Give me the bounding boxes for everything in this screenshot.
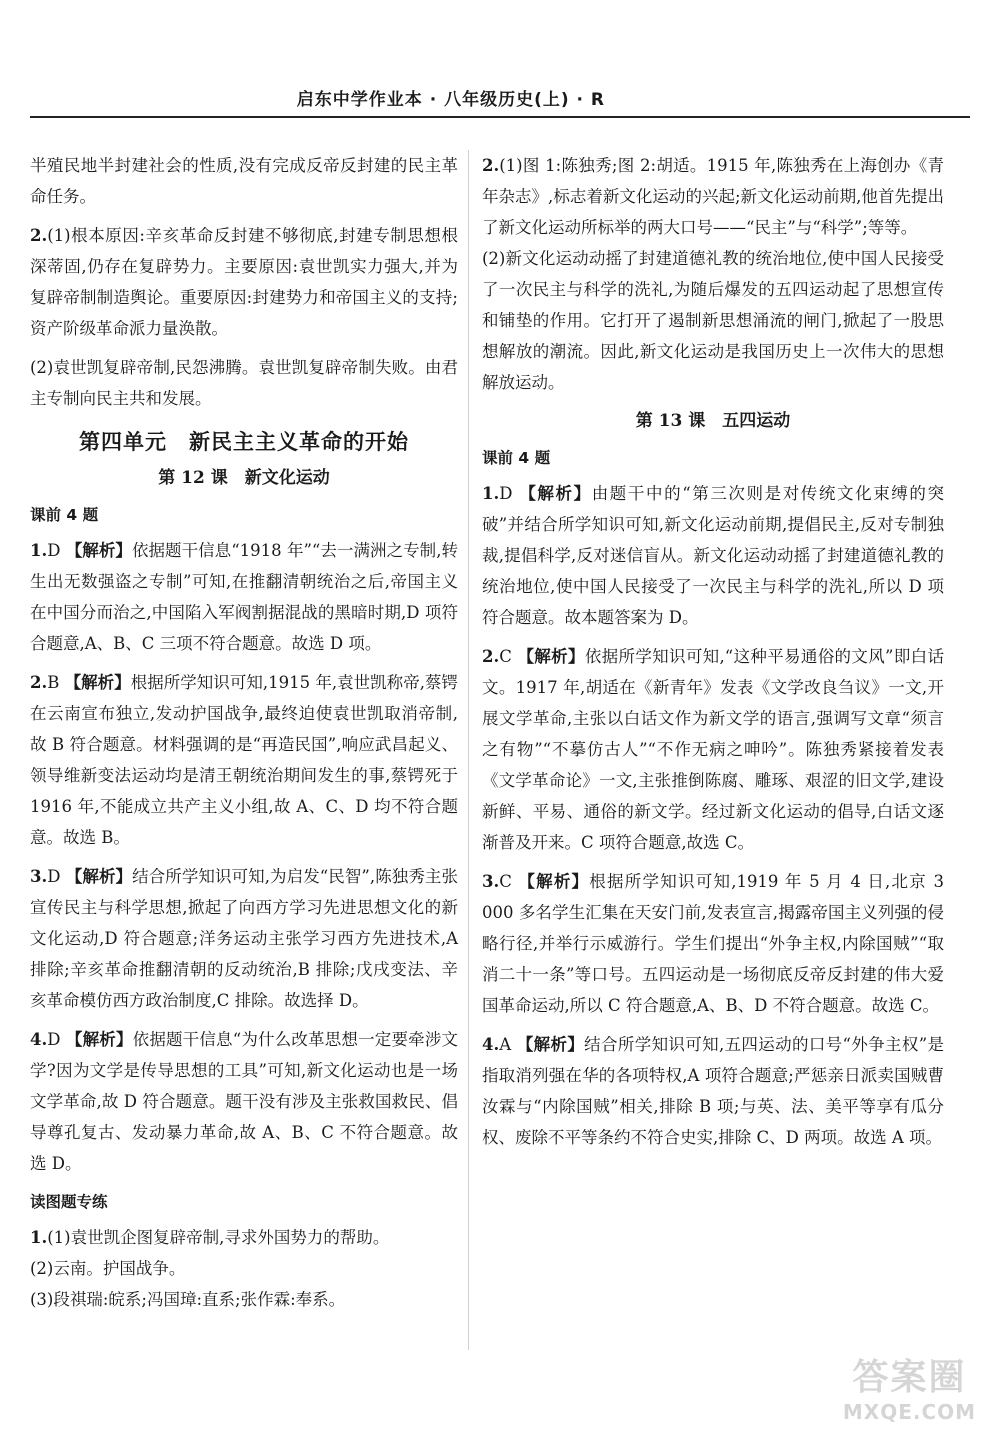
- watermark-logo-text: 答案圈: [852, 1357, 967, 1398]
- analysis-text: 结合所学知识可知,五四运动的口号“外争主权”是指取消列强在华的各项特权,A 项符合题意;严惩亲日派卖国贼曹汝霖与“内除国贼”相关,排除 B 项;与英、法、美平等享有瓜分权、废除不平等条约不符合史实,排除 C、D 两项。故选 A 项。: [482, 1035, 945, 1147]
- answer-choice: D: [47, 541, 61, 560]
- analysis-tag: 【解析】: [516, 1035, 585, 1054]
- column-divider: [468, 150, 469, 1350]
- item-number: 3.: [482, 872, 500, 891]
- item-number: 4.: [482, 1035, 500, 1054]
- section-heading: 读图题专练: [30, 1193, 108, 1211]
- answer-choice: A: [499, 1035, 512, 1054]
- answer-subitem: (2)袁世凯复辟帝制,民怨沸腾。袁世凯复辟帝制失败。由君主专制向民主共和发展。: [30, 358, 458, 408]
- analysis-text: 根据所学知识可知,1919 年 5 月 4 日,北京 3 000 多名学生汇集在天安门前,发表宣言,揭露帝国主义列强的侵略行径,并举行示威游行。学生们提出“外争主权,内除国贼”“取消二十一条”等口号。五四运动是一场彻底反帝反封建的伟大爱国革命运动,所以 C 符合题意,A、B、D 不符合题意。故选 C。: [482, 872, 944, 1015]
- item-number: 2.: [30, 226, 48, 245]
- answer-subitem: (2)新文化运动动摇了封建道德礼教的统治地位,使中国人民接受了一次民主与科学的洗礼,为随后爆发的五四运动起了思想宣传和铺垫的作用。它打开了遏制新思想涌流的闸门,掀起了一股思想解放的潮流。因此,新文化运动是我国历史上一次伟大的思想解放运动。: [482, 249, 944, 392]
- analysis-tag: 【解析】: [65, 867, 133, 886]
- lesson-title: 第 13 课 五四运动: [635, 411, 791, 431]
- item-number: 2.: [30, 673, 48, 692]
- item-number: 1.: [30, 1228, 48, 1247]
- analysis-text: 依据所学知识可知,“这种平易通俗的文风”即白话文。1917 年,胡适在《新青年》发表《文学改良刍议》一文,开展文学革命,主张以白话文作为新文学的语言,强调写文章“须言之有物”“不摹仿古人”“不作无病之呻吟”。陈独秀紧接着发表《文学革命论》一文,主张推倒陈腐、雕琢、艰涩的旧文学,建设新鲜、平易、通俗的新文学。经过新文化运动的倡导,白话文逐渐普及开来。C 项符合题意,故选 C。: [482, 647, 945, 852]
- answer-choice: D: [47, 867, 61, 886]
- unit-title: 第四单元 新民主主义革命的开始: [79, 429, 409, 454]
- item-number: 3.: [30, 867, 48, 886]
- answer-item: [30, 220, 458, 344]
- lesson-title: 第 12 课 新文化运动: [158, 468, 330, 488]
- analysis-tag: 【解析】: [65, 541, 132, 560]
- answer-item: [30, 1024, 458, 1179]
- analysis-tag: 【解析】: [519, 484, 592, 503]
- page-header-title: 启东中学作业本 · 八年级历史(上) · R: [296, 90, 605, 110]
- answer-choice: D: [499, 484, 513, 503]
- analysis-text: 由题干中的“第三次则是对传统文化束缚的突破”并结合所学知识可知,新文化运动前期,提倡民主,反对专制独裁,提倡科学,反对迷信盲从。新文化运动动摇了封建道德礼教的统治地位,使中国人民接受了一次民主与科学的洗礼,所以 D 项符合题意。故本题答案为 D。: [482, 484, 944, 627]
- answer-item: [482, 150, 944, 243]
- analysis-tag: 【解析】: [64, 673, 131, 692]
- answer-item: [482, 478, 944, 633]
- answer-item: [482, 1029, 944, 1153]
- answer-choice: C: [499, 647, 512, 666]
- answer-subitem: (3)段祺瑞:皖系;冯国璋:直系;张作霖:奉系。: [30, 1290, 346, 1309]
- answer-choice: C: [499, 872, 512, 891]
- answer-item: [482, 641, 944, 858]
- answer-item: [30, 535, 458, 659]
- item-text: (1)根本原因:辛亥革命反封建不够彻底,封建专制思想根深蒂固,仍存在复辟势力。主要原因:袁世凯实力强大,并为复辟帝制制造舆论。重要原因:封建势力和帝国主义的支持;资产阶级革命派力量涣散。: [30, 226, 458, 338]
- analysis-tag: 【解析】: [65, 1030, 133, 1049]
- answer-choice: B: [47, 673, 60, 692]
- section-heading: 课前 4 题: [482, 449, 551, 467]
- answer-choice: D: [47, 1030, 61, 1049]
- site-watermark: [837, 1349, 982, 1429]
- answer-item: [482, 866, 944, 1021]
- item-number: 2.: [482, 647, 500, 666]
- analysis-text: 结合所学知识可知,为启发“民智”,陈独秀主张宣传民主与科学思想,掀起了向西方学习先进思想文化的新文化运动,D 符合题意;洋务运动主张学习西方先进技术,A 排除;辛亥革命推翻清朝的反动统治,B 排除;戊戌变法、辛亥革命模仿西方政治制度,C 排除。故选择 D。: [30, 867, 458, 1010]
- analysis-text: 根据所学知识可知,1915 年,袁世凯称帝,蔡锷在云南宣布独立,发动护国战争,最终迫使袁世凯取消帝制,故 B 符合题意。材料强调的是“再造民国”,响应武昌起义、领导维新变法运动均是清王朝统治期间发生的事,蔡锷死于 1916 年,不能成立共产主义小组,故 A、C、D 均不符合题意。故选 B。: [30, 673, 458, 847]
- answer-item: [30, 667, 458, 853]
- answer-subitem: (2)云南。护国战争。: [30, 1259, 186, 1278]
- item-number: 1.: [30, 541, 48, 560]
- analysis-text: 依据题干信息“1918 年”“去一满洲之专制,转生出无数强盗之专制”可知,在推翻清朝统治之后,帝国主义在中国分而治之,中国陷入军阀割据混战的黑暗时期,D 项符合题意,A、B、C 三项不符合题意。故选 D 项。: [30, 541, 459, 653]
- item-text: (1)袁世凯企图复辟帝制,寻求外国势力的帮助。: [47, 1228, 390, 1247]
- answer-item: [30, 861, 458, 1016]
- left-column: [30, 150, 458, 1323]
- item-number: 4.: [30, 1030, 48, 1049]
- section-heading: 课前 4 题: [30, 506, 99, 524]
- watermark-url: MXQE.COM: [842, 1400, 977, 1424]
- continued-paragraph: 半殖民地半封建社会的性质,没有完成反帝反封建的民主革命任务。: [30, 156, 458, 206]
- item-number: 1.: [482, 484, 500, 503]
- item-number: 2.: [482, 156, 500, 175]
- item-text: (1)图 1:陈独秀;图 2:胡适。1915 年,陈独秀在上海创办《青年杂志》,标志着新文化运动的兴起;新文化运动前期,他首先提出了新文化运动所标举的两大口号——“民主”与“科学”;等等。: [482, 156, 944, 237]
- analysis-tag: 【解析】: [517, 647, 585, 666]
- right-column: [482, 150, 944, 1161]
- answer-item: [30, 1222, 458, 1253]
- analysis-text: 依据题干信息“为什么改革思想一定要牵涉文学?因为文学是传导思想的工具”可知,新文化运动也是一场文学革命,故 D 符合题意。题干没有涉及主张救国救民、倡导尊孔复古、发动暴力革命,故 A、B、C 不符合题意。故选 D。: [30, 1030, 459, 1173]
- page-header: [30, 90, 970, 118]
- analysis-tag: 【解析】: [518, 872, 590, 891]
